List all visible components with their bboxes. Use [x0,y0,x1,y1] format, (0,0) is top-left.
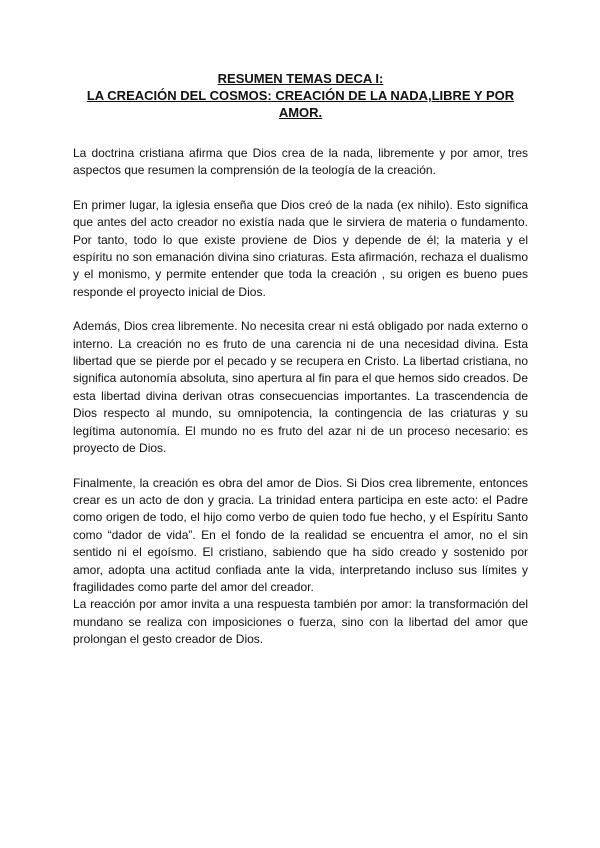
paragraph-ex-nihilo: En primer lugar, la iglesia enseña que Dios creó de la nada (ex nihilo). Esto significa que antes del acto creador no existía nada que le sirviera de materia o fundamento. Por tanto, todo lo que existe proviene de Dios y depende de él; la materia y el espíritu no son emanación divina sino criaturas. Esta afirmación, rechaza el dualismo y el monismo, y permite entender que toda la creación , su origen es bueno pues responde el proyecto inicial de Dios. [73,197,528,299]
paragraph-respuesta: La reacción por amor invita a una respuesta también por amor: la transformación del mundano se realiza con imposiciones o fuerza, sino con la libertad del amor que prolongan el gesto creador de Dios. [73,597,528,647]
title-line-1: RESUMEN TEMAS DECA I: [217,71,384,86]
paragraph-amor: Finalmente, la creación es obra del amor de Dios. Si Dios crea libremente, entonces crear es un acto de don y gracia. La trinidad entera participa en este acto: el Padre como origen de todo, el hijo como verbo de quien todo fue hecho, y el Espíritu Santo como “dador de vida”. En el fondo de la realidad se encuentra el amor, no el sin sentido ni el egoísmo. El cristiano, sabiendo que ha sido creado y sostenido por amor, adopta una actitud confiada ante la vida, interpretando incluso sus límites y fragilidades como parte del amor del creador. [73,475,528,594]
title-line-2: LA CREACIÓN DEL COSMOS: CREACIÓN DE LA NADA,LIBRE Y POR AMOR. [86,88,515,120]
paragraph-intro: La doctrina cristiana afirma que Dios crea de la nada, libremente y por amor, tres aspectos que resumen la comprensión de la teología de la creación. [73,146,528,178]
document-title [73,70,528,121]
paragraph-libremente: Además, Dios crea libremente. No necesita crear ni está obligado por nada externo o interno. La creación no es fruto de una carencia ni de una necesidad divina. Esta libertad que se pierde por el pecado y se recupera en Cristo. La libertad cristiana, no significa autonomía absoluta, sino apertura al fin para el que hemos sido creados. De esta libertad divina derivan otras consecuencias importantes. La trascendencia de Dios respecto al mundo, su omnipotencia, la contingencia de las criaturas y su legítima autonomía. El mundo no es fruto del azar ni de un proceso necesario: es proyecto de Dios. [73,319,528,456]
